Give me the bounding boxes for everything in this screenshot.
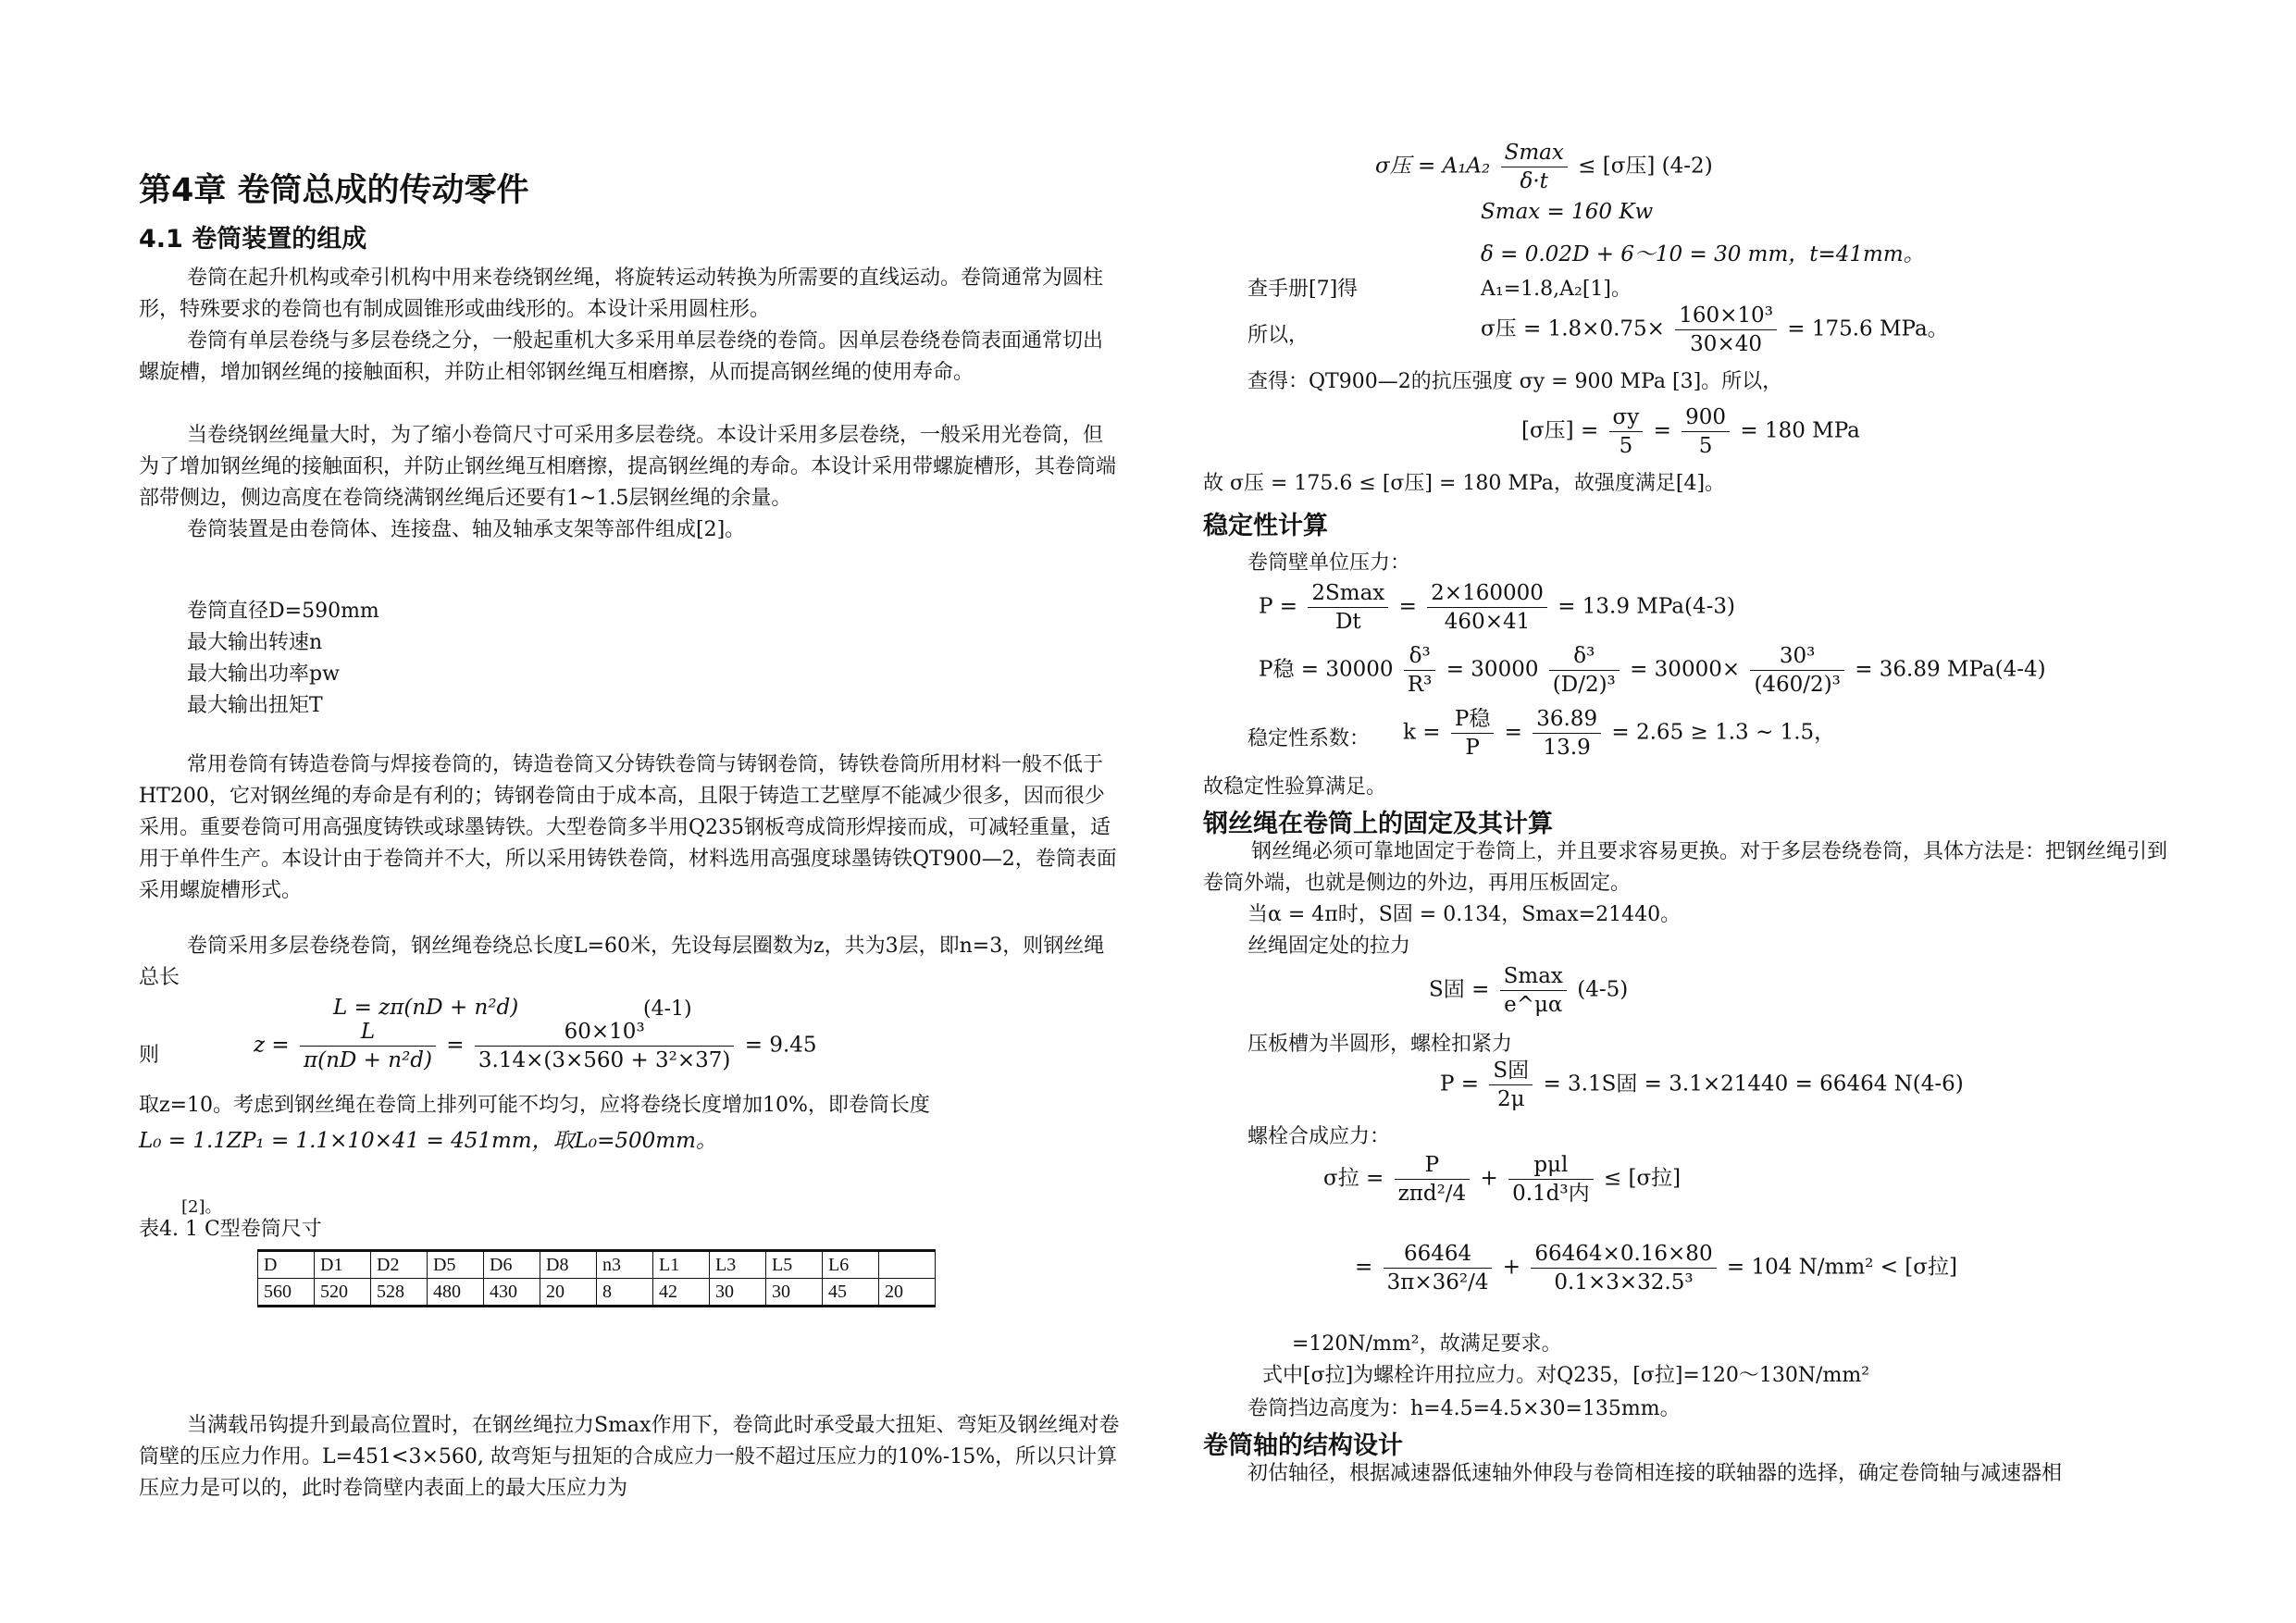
so-eq-fraction xyxy=(1675,302,1777,358)
check-strength-line: 查得：QT900—2的抗压强度 σy = 900 MPa [3]。所以， xyxy=(1247,370,1783,393)
table-cell: L3 xyxy=(710,1251,766,1279)
eq44-f3-denominator: (460/2)³ xyxy=(1754,673,1841,697)
bolt-stress-numeric-equation xyxy=(1355,1240,1957,1296)
equation-4-6 xyxy=(1440,1057,1964,1113)
z-result: = 9.45 xyxy=(744,1033,817,1058)
so-eq-numerator: 160×10³ xyxy=(1675,302,1777,330)
bolt2-f2-denominator: 0.1×3×32.5³ xyxy=(1554,1270,1694,1295)
table-cell: D xyxy=(258,1251,315,1279)
rope-paragraph: 钢丝绳必须可靠地固定于卷筒上，并且要求容易更换。对于多层卷绕卷筒，具体方法是：把钢丝绳引到卷筒外端，也就是侧边的外边，再用压板固定。 xyxy=(1203,840,2168,895)
c-type-drum-table xyxy=(257,1249,936,1307)
reference-note: [2]。 xyxy=(181,1197,222,1217)
stab-fraction-1 xyxy=(1451,705,1494,762)
allow-fraction-1 xyxy=(1609,403,1644,460)
eq45-fraction xyxy=(1500,962,1567,1019)
table-cell: n3 xyxy=(597,1251,653,1279)
bolt2-plus: + xyxy=(1502,1255,1521,1280)
then-label: 则 xyxy=(139,1044,160,1067)
eq44-fraction-1 xyxy=(1404,642,1436,699)
eq43-f1-denominator: Dt xyxy=(1334,610,1361,634)
table-cell: 30 xyxy=(710,1279,766,1307)
allow-f2-denominator: 5 xyxy=(1698,434,1713,458)
eq45-tag: (4-5) xyxy=(1577,977,1629,1002)
bolt2-f1-numerator: 66464 xyxy=(1384,1240,1493,1269)
table-cell: 20 xyxy=(879,1279,936,1307)
table-cell: D2 xyxy=(371,1251,428,1279)
allow-lhs: [σ压] = xyxy=(1521,418,1599,443)
bolt-f1-denominator: zπd²/4 xyxy=(1397,1182,1467,1206)
stab-f1-numerator: P稳 xyxy=(1451,705,1494,734)
eq44-fraction-2 xyxy=(1549,642,1620,699)
table-cell: 8 xyxy=(597,1279,653,1307)
table-cell: 528 xyxy=(371,1279,428,1307)
strength-ok-line: 故 σ压 = 175.6 ≤ [σ压] = 180 MPa，故强度满足[4]。 xyxy=(1203,472,1726,495)
allow-f1-denominator: 5 xyxy=(1619,434,1633,458)
eq45-denominator: e^μα xyxy=(1504,993,1563,1017)
flange-height-line: 卷筒挡边高度为：h=4.5=4.5×30=135mm。 xyxy=(1247,1397,1681,1420)
bolt-note-line: 式中[σ拉]为螺栓许用拉应力。对Q235，[σ拉]=120～130N/mm² xyxy=(1262,1364,1870,1387)
eq43-fraction-1 xyxy=(1308,579,1388,636)
param-diameter: 卷筒直径D=590mm xyxy=(187,600,379,623)
eq43-equals: = xyxy=(1398,594,1417,619)
bolt-f2-denominator: 0.1d³内 xyxy=(1512,1182,1590,1206)
shaft-design-title: 卷筒轴的结构设计 xyxy=(1203,1431,1403,1460)
material-paragraph: 常用卷筒有铸造卷筒与焊接卷筒的，铸造卷筒又分铸铁卷筒与铸钢卷筒，铸铁卷筒所用材料一般不低于HT200，它对钢丝绳的寿命是有利的；铸钢卷筒由于成本高，且限于铸造工艺壁厚不能减少很多，因而很少采用。重要卷筒可用高强度铸铁或球墨铸铁。大型卷筒多半用Q235钢板弯成筒形焊接而成，可减轻重量，适用于单件生产。本设计由于卷筒并不大，所以采用铸铁卷筒，材料选用高强度球墨铸铁QT900—2，卷筒表面采用螺旋槽形式。 xyxy=(139,753,1117,902)
so-eq-rhs: = 175.6 MPa。 xyxy=(1787,316,1949,341)
unit-pressure-label: 卷筒壁单位压力： xyxy=(1247,551,1411,575)
table-cell: D6 xyxy=(484,1251,540,1279)
eq42-numerator: Smax xyxy=(1501,139,1568,167)
allow-f2-numerator: 900 xyxy=(1682,403,1730,432)
eq44-rhs: = 36.89 MPa(4-4) xyxy=(1855,657,2046,682)
eq43-fraction-2 xyxy=(1427,579,1547,636)
equation-4-3 xyxy=(1259,579,1735,636)
table-cell: D5 xyxy=(428,1251,484,1279)
table-cell: D8 xyxy=(540,1251,597,1279)
section-title: 4.1 卷筒装置的组成 xyxy=(139,225,367,254)
eq45-numerator: Smax xyxy=(1500,962,1567,991)
bolt-plus: + xyxy=(1480,1166,1498,1191)
eq42-fraction xyxy=(1501,139,1568,195)
l0-line: L₀ = 1.1ZP₁ = 1.1×10×41 = 451mm，取L₀=500mm。 xyxy=(139,1129,717,1153)
eq44-f3-numerator: 30³ xyxy=(1750,642,1843,671)
shaft-paragraph: 初估轴径，根据减速器低速轴外伸段与卷筒相连接的联轴器的选择，确定卷筒轴与减速器相 xyxy=(1247,1462,2063,1485)
equation-4-4 xyxy=(1259,642,2046,699)
length-paragraph: 卷筒采用多层卷绕卷筒，钢丝绳卷绕总长度L=60米，先设每层圈数为z，共为3层，即n=3，则钢丝绳总长 xyxy=(139,935,1105,989)
chapter-title: 第4章 卷筒总成的传动零件 xyxy=(139,172,529,209)
eq44-lhs: P稳 = 30000 xyxy=(1259,657,1394,682)
stability-coef-equation xyxy=(1403,705,1835,762)
table-cell: L1 xyxy=(653,1251,710,1279)
eq46-numerator: S固 xyxy=(1489,1057,1533,1085)
eq43-lhs: P = xyxy=(1259,594,1298,619)
bolt-stress-label: 螺栓合成应力： xyxy=(1247,1125,1391,1148)
eq43-f2-denominator: 460×41 xyxy=(1444,610,1531,634)
bolt2-f2-numerator: 66464×0.16×80 xyxy=(1531,1240,1716,1269)
stab-f2-denominator: 13.9 xyxy=(1543,736,1591,760)
table-cell: 480 xyxy=(428,1279,484,1307)
allow-equals: = xyxy=(1653,418,1671,443)
eq44-f2-denominator: (D/2)³ xyxy=(1552,673,1616,697)
z-fraction-numeric xyxy=(475,1018,735,1074)
eq46-fraction xyxy=(1489,1057,1533,1113)
equation-4-1: L = zπ(nD + n²d) xyxy=(333,996,519,1020)
bolt-f2-numerator: pμl xyxy=(1508,1151,1594,1180)
eq45-lhs: S固 = xyxy=(1429,977,1490,1002)
param-torque: 最大输出扭矩T xyxy=(187,694,323,717)
compressive-stress-equation xyxy=(1481,302,1949,358)
take-z-line: 取z=10。考虑到钢丝绳在卷筒上排列可能不均匀，应将卷绕长度增加10%，即卷筒长度 xyxy=(139,1094,930,1117)
bolt2-f1-denominator: 3π×36²/4 xyxy=(1386,1270,1489,1295)
intro-paragraph-3: 当卷绕钢丝绳量大时，为了缩小卷筒尺寸可采用多层卷绕。本设计采用多层卷绕，一般采用光卷筒，但为了增加钢丝绳的接触面积，并防止钢丝绳互相磨擦，提高钢丝绳的寿命。本设计采用带螺旋槽形，其卷筒端部带侧边，侧边高度在卷筒绕满钢丝绳后还要有1~1.5层钢丝绳的余量。 xyxy=(139,424,1117,510)
allow-fraction-2 xyxy=(1682,403,1730,460)
table-cell: 560 xyxy=(258,1279,315,1307)
eq42-rhs: ≤ [σ压] (4-2) xyxy=(1578,154,1713,179)
bolt-result-line: =120N/mm²，故满足要求。 xyxy=(1292,1332,1562,1356)
z-f1-numerator: L xyxy=(300,1018,436,1047)
allow-f1-numerator: σy xyxy=(1609,403,1644,432)
param-power: 最大输出功率pw xyxy=(187,663,340,686)
eq46-rhs: = 3.1S固 = 3.1×21440 = 66464 N(4-6) xyxy=(1543,1072,1964,1096)
equation-4-2 xyxy=(1375,139,1713,195)
table-caption: 表4. 1 C型卷筒尺寸 xyxy=(139,1218,322,1241)
table-cell: L5 xyxy=(766,1251,823,1279)
delta-line: δ = 0.02D + 6～10 = 30 mm，t=41mm。 xyxy=(1481,242,1925,266)
left-column xyxy=(139,0,1157,1623)
manual-label: 查手册[7]得 xyxy=(1247,278,1359,301)
eq43-f1-numerator: 2Smax xyxy=(1308,579,1388,608)
eq44-f1-numerator: δ³ xyxy=(1404,642,1436,671)
z-fraction-symbolic xyxy=(300,1018,436,1074)
eq44-part-3: = 30000× xyxy=(1630,657,1741,682)
stab-equals: = xyxy=(1504,720,1522,745)
table-cell: 520 xyxy=(315,1279,371,1307)
eq46-denominator: 2μ xyxy=(1496,1087,1525,1111)
equation-4-1-tag: (4-1) xyxy=(643,997,692,1021)
right-column xyxy=(1203,0,2221,1623)
bolt-f1-numerator: P xyxy=(1395,1151,1471,1180)
table-cell: L6 xyxy=(823,1251,879,1279)
alpha-line: 当α = 4π时，S固 = 0.134，Smax=21440。 xyxy=(1247,903,1682,926)
so-eq-lhs: σ压 = 1.8×0.75× xyxy=(1481,316,1665,341)
bolt-stress-equation xyxy=(1323,1151,1681,1208)
z-f2-denominator: 3.14×(3×560 + 3²×37) xyxy=(478,1048,731,1072)
stability-coef-label: 稳定性系数： xyxy=(1247,727,1371,750)
param-speed: 最大输出转速n xyxy=(187,631,323,654)
intro-paragraph-2: 卷筒有单层卷绕与多层卷绕之分，一般起重机大多采用单层卷绕的卷筒。因单层卷绕卷筒表面通常切出螺旋槽，增加钢丝绳的接触面积，并防止相邻钢丝绳互相磨擦，从而提高钢丝绳的使用寿命。 xyxy=(139,329,1104,384)
z-equation: z = $\frac{L}{\text{π(nD + n²d)}}$ = $\frac{\text{60×10³}}{\text{3.14×(3×560 + 3²×37)}}$ = 9.45 xyxy=(254,1020,817,1072)
eq43-f2-numerator: 2×160000 xyxy=(1427,579,1547,608)
rope-tension-label: 丝绳固定处的拉力 xyxy=(1247,935,1411,958)
stab-f1-denominator: P xyxy=(1465,736,1480,760)
bolt2-equals: = xyxy=(1355,1255,1373,1280)
z-f2-numerator: 60×10³ xyxy=(475,1018,735,1047)
table-header-row xyxy=(258,1251,936,1279)
eq42-denominator: δ·t xyxy=(1520,169,1548,193)
smax-line: Smax = 160 Kw xyxy=(1481,200,1654,224)
table-cell: 42 xyxy=(653,1279,710,1307)
table-cell: 45 xyxy=(823,1279,879,1307)
table-row xyxy=(258,1279,936,1307)
stability-ok-line: 故稳定性验算满足。 xyxy=(1203,775,1387,799)
z-f1-denominator: π(nD + n²d) xyxy=(304,1048,432,1072)
table-cell xyxy=(879,1251,936,1279)
equation-4-5 xyxy=(1429,962,1628,1019)
allow-rhs: = 180 MPa xyxy=(1740,418,1860,443)
bolt-fraction-2 xyxy=(1508,1151,1594,1208)
clamp-force-label: 压板槽为半圆形，螺栓扣紧力 xyxy=(1247,1033,1513,1056)
so-eq-denominator: 30×40 xyxy=(1690,332,1762,356)
manual-value: A₁=1.8,A₂[1]。 xyxy=(1481,278,1632,301)
eq44-part-2: = 30000 xyxy=(1446,657,1539,682)
stab-f2-numerator: 36.89 xyxy=(1533,705,1601,734)
stab-rhs: = 2.65 ≥ 1.3 ~ 1.5， xyxy=(1611,720,1836,745)
stability-title: 稳定性计算 xyxy=(1203,512,1328,540)
rope-fixing-title: 钢丝绳在卷筒上的固定及其计算 xyxy=(1203,810,1553,838)
table-cell: 430 xyxy=(484,1279,540,1307)
eq44-f1-denominator: R³ xyxy=(1407,673,1433,697)
bolt2-rhs: = 104 N/mm² < [σ拉] xyxy=(1726,1255,1957,1280)
eq43-rhs: = 13.9 MPa(4-3) xyxy=(1558,594,1735,619)
bolt-fraction-1 xyxy=(1395,1151,1471,1208)
eq44-fraction-3 xyxy=(1750,642,1843,699)
allowable-stress-equation xyxy=(1521,403,1860,460)
eq42-lhs: σ压 = A₁A₂ xyxy=(1375,154,1491,179)
intro-paragraph-1: 卷筒在起升机构或牵引机构中用来卷绕钢丝绳，将旋转运动转换为所需要的直线运动。卷筒通常为圆柱形，特殊要求的卷筒也有制成圆锥形或曲线形的。本设计采用圆柱形。 xyxy=(139,266,1104,321)
bolt-lhs: σ拉 = xyxy=(1323,1166,1384,1191)
bolt-rhs: ≤ [σ拉] xyxy=(1603,1166,1682,1191)
bolt2-fraction-1 xyxy=(1384,1240,1493,1296)
stress-paragraph: 当满载吊钩提升到最高位置时，在钢丝绳拉力Smax作用下，卷筒此时承受最大扭矩、弯矩及钢丝绳对卷筒壁的压应力作用。L=451<3×560, 故弯矩与扭矩的合成应力一般不超过压应力的10%-15%，所以只计算压应力是可以的，此时卷筒壁内表面上的最大压应力为 xyxy=(139,1414,1120,1500)
bolt2-fraction-2 xyxy=(1531,1240,1716,1296)
table-cell: 30 xyxy=(766,1279,823,1307)
stab-fraction-2 xyxy=(1533,705,1601,762)
eq44-f2-numerator: δ³ xyxy=(1549,642,1620,671)
table-cell: D1 xyxy=(315,1251,371,1279)
stab-lhs: k = xyxy=(1403,720,1441,745)
so-label: 所以， xyxy=(1247,324,1309,347)
z-lhs: z = xyxy=(254,1033,290,1058)
table-cell: 20 xyxy=(540,1279,597,1307)
eq46-lhs: P = xyxy=(1440,1072,1480,1096)
intro-paragraph-4: 卷筒装置是由卷筒体、连接盘、轴及轴承支架等部件组成[2]。 xyxy=(187,518,746,541)
